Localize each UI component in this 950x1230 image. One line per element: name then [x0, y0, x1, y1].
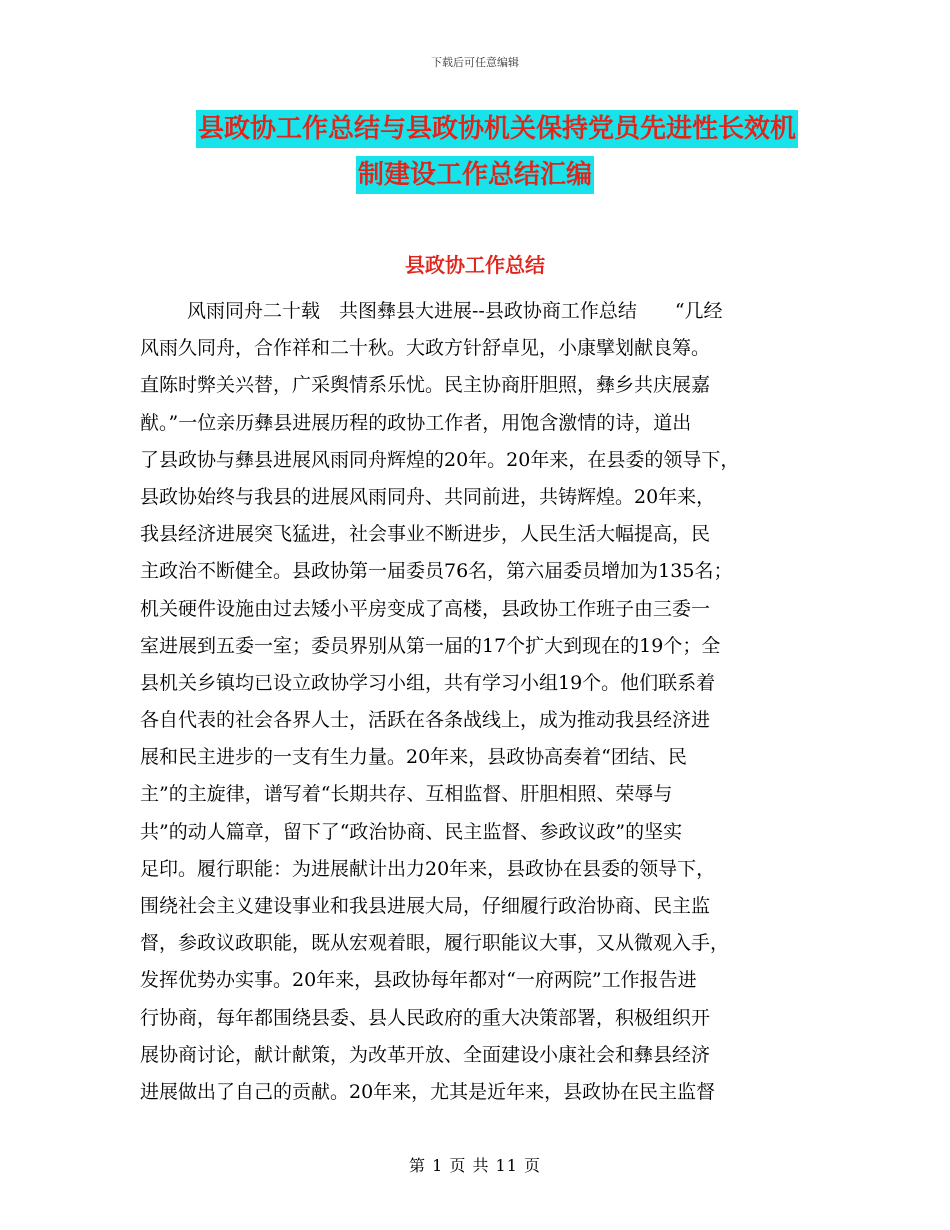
- body-line: 机关硬件设施由过去矮小平房变成了高楼，县政协工作班子由三委一: [140, 597, 711, 620]
- body-line: 发挥优势办实事。20年来，县政协每年都对“一府两院”工作报告进: [140, 969, 697, 992]
- body-line: 主”的主旋律，谱写着“长期共存、互相监督、肝胆相照、荣辱与: [140, 783, 673, 806]
- body-line: 风雨同舟二十载 共图彝县大进展--县政协商工作总结 “几经: [187, 300, 723, 322]
- body-line: 展和民主进步的一支有生力量。20年来，县政协高奏着“团结、民: [140, 746, 687, 769]
- page-footer: 第 1 页 共 11 页: [409, 1156, 541, 1175]
- body-line: 主政治不断健全。县政协第一届委员76名，第六届委员增加为135名；: [140, 560, 733, 583]
- body-line: 各自代表的社会各界人士，活跃在各条战线上，成为推动我县经济进: [140, 709, 711, 732]
- section-title: 县政协工作总结: [405, 253, 545, 277]
- body-line: 进展做出了自己的贡献。20年来，尤其是近年来，县政协在民主监督: [140, 1080, 716, 1103]
- body-line: 县机关乡镇均已设立政协学习小组，共有学习小组19个。他们联系着: [140, 671, 716, 694]
- body-line: 直陈时弊关兴替，广采舆情系乐忧。民主协商肝胆照，彝乡共庆展嘉: [140, 374, 711, 397]
- body-line: 足印。履行职能：为进展献计出力20年来，县政协在县委的领导下，: [140, 857, 716, 880]
- body-line: 风雨久同舟，合作祥和二十秋。大政方针舒卓见，小康擘划献良筹。: [140, 337, 711, 360]
- header-note: 下载后可任意编辑: [431, 56, 519, 69]
- body-line: 共”的动人篇章，留下了“政治协商、民主监督、参政议政”的坚实: [140, 820, 683, 843]
- body-line: 展协商讨论，献计献策，为改革开放、全面建设小康社会和彝县经济: [140, 1043, 711, 1066]
- body-text: [140, 293, 820, 1111]
- body-line: 猷。”一位亲历彝县进展历程的政协工作者，用饱含激情的诗，道出: [140, 411, 692, 434]
- body-line: 了县政协与彝县进展风雨同舟辉煌的20年。20年来，在县委的领导下，: [140, 448, 740, 471]
- body-line: 围绕社会主义建设事业和我县进展大局，仔细履行政治协商、民主监: [140, 895, 711, 917]
- body-line: 室进展到五委一室；委员界别从第一届的17个扩大到现在的19个；全: [140, 634, 721, 657]
- title-line-1: 县政协工作总结与县政协机关保持党员先进性长效机: [196, 110, 798, 148]
- body-line: 县政协始终与我县的进展风雨同舟、共同前进，共铸辉煌。20年来，: [140, 485, 716, 508]
- body-line: 督，参政议政职能，既从宏观着眼，履行职能议大事，又从微观入手，: [140, 932, 730, 955]
- body-line: 行协商，每年都围绕县委、县人民政府的重大决策部署，积极组织开: [140, 1006, 711, 1029]
- title-line-2: 制建设工作总结汇编: [356, 156, 594, 194]
- body-line: 我县经济进展突飞猛进，社会事业不断进步，人民生活大幅提高，民: [140, 523, 711, 546]
